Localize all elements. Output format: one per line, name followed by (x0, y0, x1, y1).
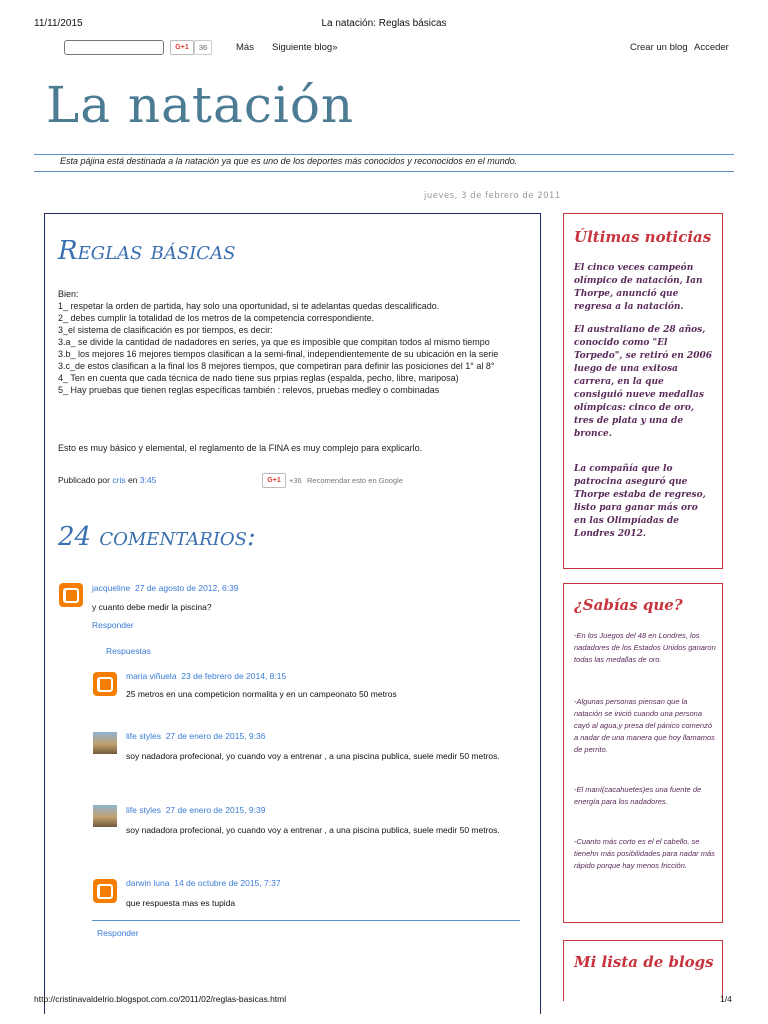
post-line: Bien: (58, 289, 79, 299)
blog-title[interactable]: La natación (46, 76, 355, 134)
post-closing: Esto es muy básico y elemental, el reglamento de la FINA es muy complejo para explicarlo. (58, 443, 423, 453)
post-footer (58, 475, 156, 485)
comment-text: que respuesta mas es tupida (126, 898, 236, 908)
print-title: La natación: Reglas básicas (321, 18, 447, 29)
comment-date[interactable]: 27 de enero de 2015, 9:36 (165, 731, 266, 741)
comment-author[interactable]: jacqueline (92, 583, 131, 593)
blog-description: Esta pájina está destinada a la natación ya que es uno de los deportes más conocidos y reconocidos en el mundo. (60, 156, 518, 166)
print-page: 1/4 (720, 994, 732, 1004)
post-line: 4_ Ten en cuenta que cada técnica de nado tiene sus prpias reglas (espalda, pecho, libre, mariposa) (58, 373, 459, 383)
comment-author[interactable]: darwin luna (126, 878, 170, 888)
comment-header (92, 583, 239, 593)
user-avatar[interactable] (93, 732, 117, 754)
more-link[interactable]: Más (236, 42, 254, 53)
post-line: 2_ debes cumplir la totalidad de los metros de la competencia correspondiente. (58, 313, 375, 323)
news-title: Últimas noticias (574, 228, 712, 246)
comment-text: soy nadadora profecional, yo cuando voy a entrenar , a una piscina publica, suele medir 50 metros. (126, 751, 500, 761)
fact-item: -El maní(cacahuetes)es una fuente de energía para los nadadores. (574, 785, 702, 806)
post-line: 1_ respetar la orden de partida, hay solo una oportunidad, si te adelantas quedas descalificado. (58, 301, 440, 311)
comment-header (126, 671, 286, 681)
author-link[interactable]: cris (112, 475, 126, 485)
post-line: 3_el sistema de clasificación es por tiempos, es decir: (58, 325, 273, 335)
news-paragraph: El cinco veces campeón olímpico de natación, Ian Thorpe, anunció que regresa a la natación. (574, 263, 703, 312)
comment-date[interactable]: 14 de octubre de 2015, 7:37 (174, 878, 281, 888)
post-line: 3.b_ los mejores 16 mejores tiempos clasifican a la semi-final, independientemente de su ubicación en la serie (58, 349, 499, 359)
comment-header (126, 878, 281, 888)
comment-header (126, 731, 265, 741)
search-input[interactable] (64, 40, 164, 55)
at-label: en (127, 475, 138, 485)
user-avatar[interactable] (93, 805, 117, 827)
google-plus-count: 36 (194, 40, 212, 55)
post-line: 3.c_de estos clasifican a la final los 8 mejores tiempos, que competiran para definir las posiciones del 1° al 8° (58, 361, 495, 371)
post-body (58, 288, 533, 396)
facts-title: ¿Sabías que? (574, 596, 683, 614)
news-paragraph: El australiano de 28 años, conocido como "El Torpedo", se retiró en 2006 luego de una exitosa carrera, en la que consiguió nueve medallas olímpicas: cinco de oro, tres de plata y una de bronce. (574, 325, 712, 439)
post-line: 3.a_ se divide la cantidad de nadadores en series, ya que es imposible que compitan todos al mismo tiempo (58, 337, 490, 347)
fact-item: -En los Juegos del 48 en Londres, los nadadores de los Estados Unidos ganaron todas las medallas de oro. (574, 631, 716, 664)
comment-date[interactable]: 27 de enero de 2015, 9:39 (165, 805, 266, 815)
comment-text: soy nadadora profecional, yo cuando voy a entrenar , a una piscina publica, suele medir 50 metros. (126, 825, 500, 835)
news-widget (563, 213, 723, 569)
post-line: 5_ Hay pruebas que tienen reglas específicas también : relevos, pruebas medley o combinadas (58, 385, 440, 395)
blog-list-title: Mi lista de blogs (574, 953, 714, 971)
comment-author[interactable]: maria viñuela (126, 671, 177, 681)
reply-link[interactable]: Responder (97, 928, 139, 938)
blogger-avatar-icon[interactable] (93, 672, 117, 696)
comment-date[interactable]: 23 de febrero de 2014, 8:15 (181, 671, 287, 681)
post-google-plus-count: +36 (289, 476, 302, 485)
post-time-link[interactable]: 3:45 (139, 475, 157, 485)
print-url: http://cristinavaldelrio.blogspot.com.co/2011/02/reglas-basicas.html (34, 994, 287, 1004)
comments-title: 24 comentarios: (58, 522, 256, 552)
blogger-avatar-icon[interactable] (93, 879, 117, 903)
published-by-label: Publicado por (58, 475, 110, 485)
reply-link[interactable]: Responder (92, 620, 134, 630)
comment-author[interactable]: life styles (126, 805, 161, 815)
comment-text: y cuanto debe medir la piscina? (92, 602, 212, 612)
google-plus-button[interactable]: G+1 (170, 40, 194, 55)
print-date: 11/11/2015 (34, 18, 83, 29)
comment-text: 25 metros en una competicion normalita y en un campeonato 50 metros (126, 689, 397, 699)
post-title[interactable]: Reglas básicas (58, 236, 236, 266)
comment-header (126, 805, 265, 815)
post-date: jueves, 3 de febrero de 2011 (424, 191, 561, 201)
blogger-avatar-icon[interactable] (59, 583, 83, 607)
post-google-plus-button[interactable]: G+1 (262, 473, 286, 488)
divider (92, 920, 520, 921)
create-blog-link[interactable]: Crear un blog (630, 42, 688, 53)
blog-list-widget (563, 940, 723, 1001)
facts-widget (563, 583, 723, 923)
recommend-text: Recomendar esto en Google (307, 476, 403, 485)
replies-label: Respuestas (106, 646, 151, 656)
fact-item: -Cuanto más corto es el el cabello, se tienehn más posibilidades para nadar más rápido porque hay menos fricción. (574, 837, 715, 870)
comment-author[interactable]: life styles (126, 731, 161, 741)
news-paragraph: La compañía que lo patrocina aseguró que Thorpe estaba de regreso, listo para ganar más oro en las Olimpíadas de Londres 2012. (574, 464, 706, 539)
comment-date[interactable]: 27 de agosto de 2012, 6:39 (135, 583, 239, 593)
fact-item: -Algunas personas piensan que la natación se inició cuando una persona cayó al agua,y presa del pánico comenzó a nadar de una manera que hoy llamamos de perrito. (574, 697, 715, 754)
sign-in-link[interactable]: Acceder (694, 42, 729, 53)
next-blog-link[interactable]: Siguiente blog» (272, 42, 338, 53)
